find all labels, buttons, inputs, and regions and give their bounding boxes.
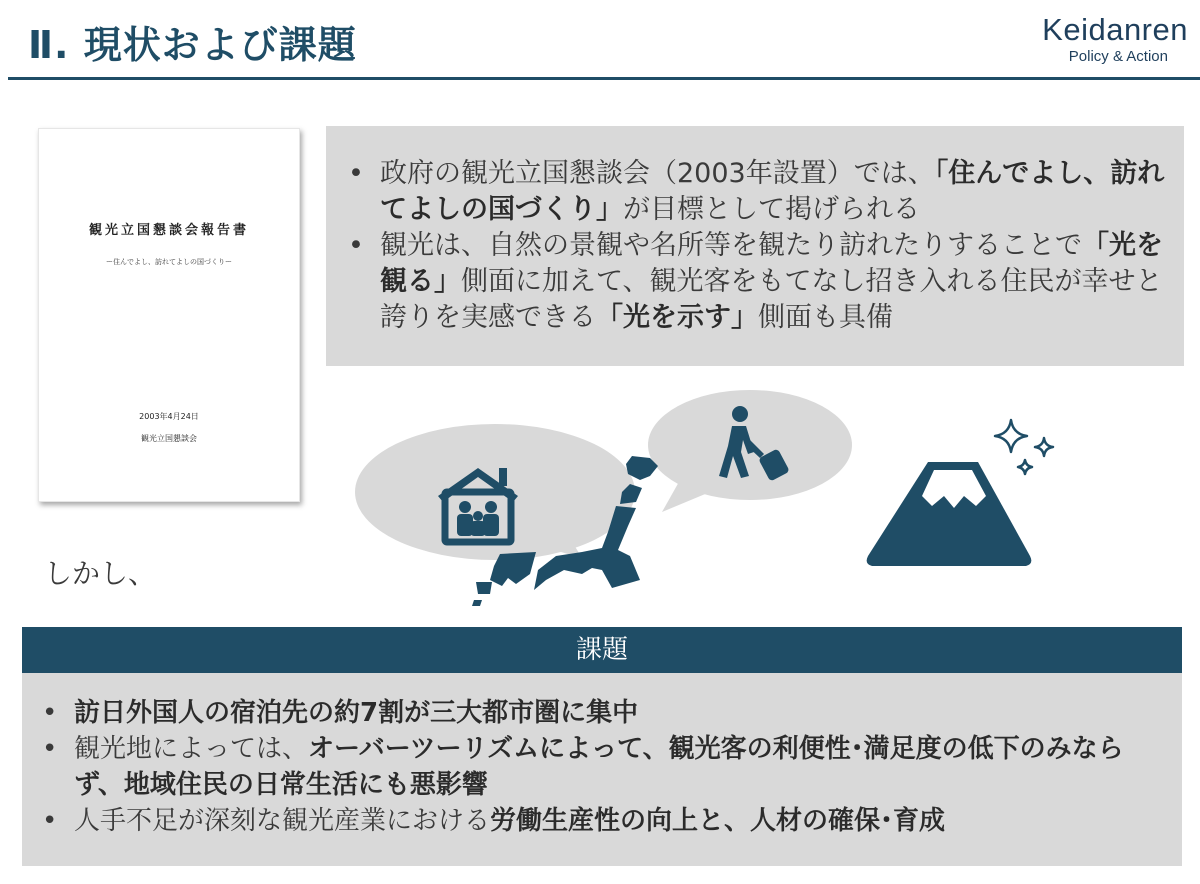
issues-bullet-list [34,695,1170,839]
intro-bullet-1 [340,156,1170,228]
mount-fuji-icon [867,462,1032,566]
report-subtitle: ー住んでよし、訪れてよしの国づくりー [106,258,232,266]
report-cover-thumbnail [38,128,300,502]
intro-b2-pre: 観光は、自然の景観や名所等を観たり訪れたりすることで [380,230,1082,261]
intro-b2-post: 側面も具備 [758,302,893,333]
sparkle-icon [995,420,1053,474]
intro-bullet-list [340,156,1170,336]
issue-bullet-3 [34,803,1170,839]
issue-3-pre: 人手不足が深刻な観光産業における [74,806,491,836]
title-divider [8,77,1200,80]
tourism-illustration [350,380,1200,620]
report-organization: 観光立国懇談会 [141,434,197,443]
issue-bullet-1 [34,695,1170,731]
intro-b1-post: が目標として掲げられる [623,194,920,225]
logo-sub-text: Policy & Action [1068,48,1168,65]
intro-b1-bold: 「住んでよし、訪れてよしの国づくり」 [380,158,1165,225]
issue-bullet-2 [34,731,1170,803]
issue-3-bold: 労働生産性の向上と、人材の確保･育成 [490,806,946,836]
logo-main-text: Keidanren [1042,12,1188,47]
issues-header: 課題 [22,627,1182,673]
intro-panel [326,126,1184,366]
issue-2-bold: オーバーツーリズムによって、観光客の利便性･満足度の低下のみならず、地域住民の日常生活にも悪影響 [74,734,1124,800]
intro-b1-pre: 政府の観光立国懇談会（2003年設置）では、 [380,158,935,189]
intro-bullet-2 [340,228,1170,336]
issue-1-bold: 訪日外国人の宿泊先の約7割が三大都市圏に集中 [74,698,639,728]
intro-b2-mid: 側面に加えて、観光客をもてなし招き入れる住民が幸せと誇りを実感できる [380,266,1163,333]
issue-2-pre: 観光地によっては、 [74,734,309,764]
issues-panel [22,673,1182,866]
intro-b2-bold2: 「光を示す」 [596,302,758,333]
report-title: 観光立国懇談会報告書 [88,223,249,238]
transition-text: しかし、 [44,557,157,590]
report-date: 2003年4月24日 [139,412,199,421]
page-title: Ⅱ. 現状および課題 [28,23,357,67]
keidanren-logo [1042,14,1188,65]
intro-b2-bold1: 「光を観る」 [380,230,1163,297]
